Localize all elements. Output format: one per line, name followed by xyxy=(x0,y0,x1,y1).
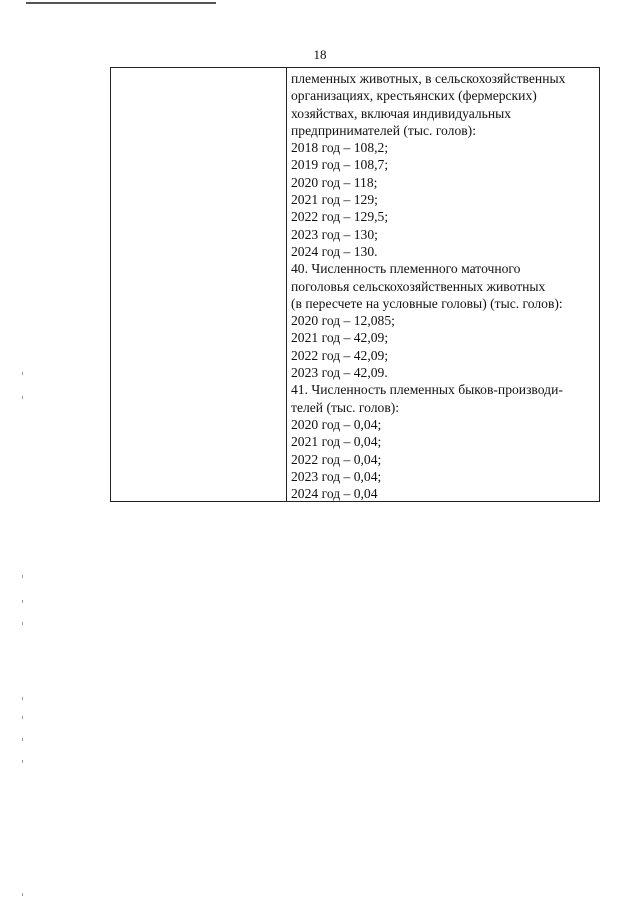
text-line: 2024 год – 130. xyxy=(291,243,378,259)
text-line: 2022 год – 129,5; xyxy=(291,209,389,225)
text-line: племенных животных, в сельскохозяйственных xyxy=(291,71,566,86)
table-left-cell xyxy=(111,68,287,501)
document-table xyxy=(110,67,600,502)
text-line: 2021 год – 42,09; xyxy=(291,330,389,346)
text-line: поголовья сельскохозяйственных животных xyxy=(291,278,546,294)
scan-speck xyxy=(22,738,23,741)
text-line: 2019 год – 108,7; xyxy=(291,157,389,173)
text-line: 40. Численность племенного маточного xyxy=(291,261,521,277)
text-line: 2020 год – 12,085; xyxy=(291,313,395,329)
text-line: 2023 год – 42,09. xyxy=(291,365,388,381)
scan-speck xyxy=(22,760,23,763)
scan-speck xyxy=(22,716,23,719)
text-line: 2022 год – 0,04; xyxy=(291,451,382,467)
text-line: 41. Численность племенных быков-производи- xyxy=(291,382,563,398)
scan-speck xyxy=(22,622,23,625)
page-number: 18 xyxy=(313,47,327,62)
text-line: хозяйствах, включая индивидуальных xyxy=(291,105,512,121)
scan-speck xyxy=(22,893,23,896)
text-line: (в пересчете на условные головы) (тыс. голов): xyxy=(291,295,563,311)
scan-speck xyxy=(22,575,23,578)
text-line: организациях, крестьянских (фермерских) xyxy=(291,88,537,104)
scan-speck xyxy=(22,697,23,700)
scan-edge-line xyxy=(26,2,216,4)
scan-speck xyxy=(22,396,23,399)
text-line: 2023 год – 130; xyxy=(291,226,378,242)
text-line: 2018 год – 108,2; xyxy=(291,140,389,156)
text-line: телей (тыс. голов): xyxy=(291,399,400,415)
text-line: 2020 год – 0,04; xyxy=(291,416,382,432)
text-line: 2022 год – 42,09; xyxy=(291,347,389,363)
scan-speck xyxy=(22,600,23,603)
table-right-cell xyxy=(287,68,599,501)
text-line: 2020 год – 118; xyxy=(291,174,378,190)
scan-speck xyxy=(22,372,23,375)
text-line: предпринимателей (тыс. голов): xyxy=(291,122,476,138)
text-line: 2021 год – 0,04; xyxy=(291,434,382,450)
text-line: 2021 год – 129; xyxy=(291,192,378,208)
text-line: 2023 год – 0,04; xyxy=(291,468,382,484)
text-line: 2024 год – 0,04 xyxy=(291,486,378,502)
